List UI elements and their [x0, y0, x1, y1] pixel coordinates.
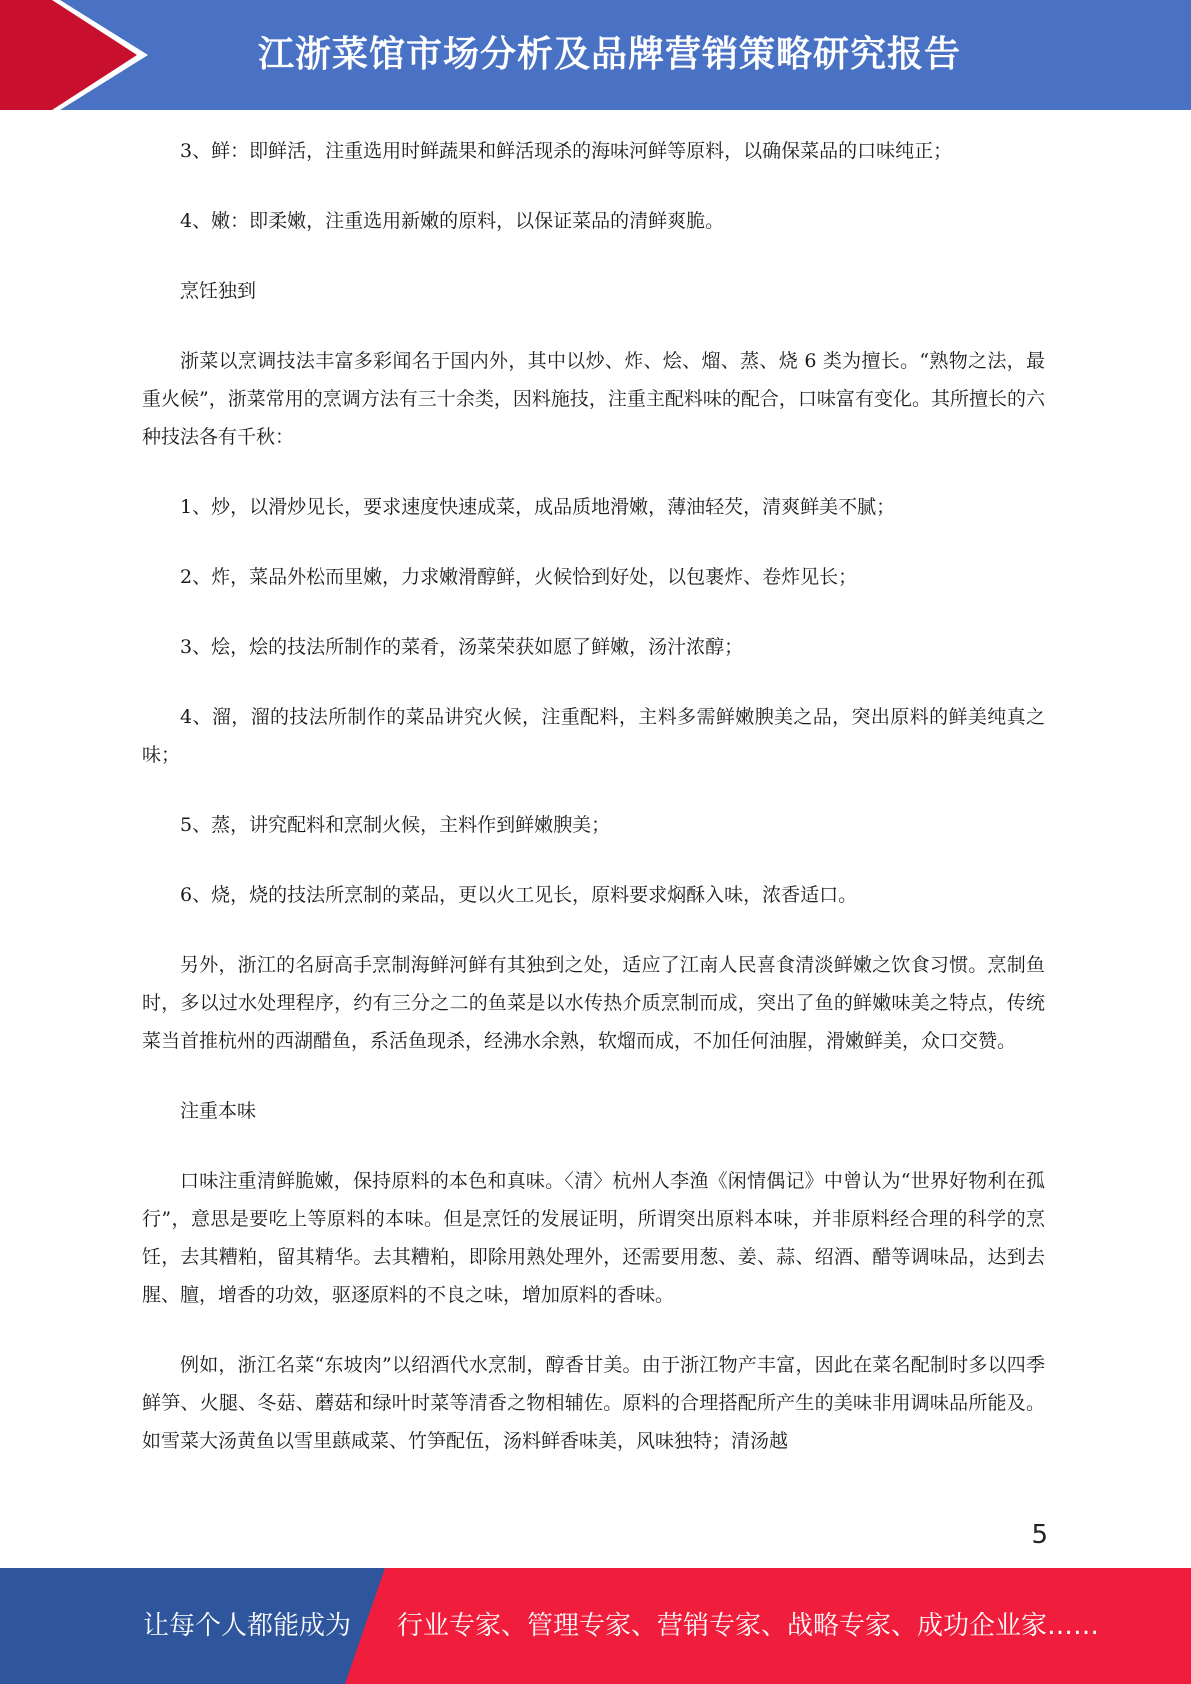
- footer-slogan-left: 让每个人都能成为: [143, 1611, 352, 1641]
- paragraph: 6、烧，烧的技法所烹制的菜品，更以火工见长，原料要求焖酥入味，浓香适口。: [180, 884, 858, 906]
- paragraph: 例如，浙江名菜“东坡肉”以绍酒代水烹制，醇香甘美。由于浙江物产丰富，因此在菜名配制时多以四季鲜笋、火腿、冬菇、蘑菇和绿叶时菜等清香之物相辅佐。原料的合理搭配所产生的美味非用调味品所能及。如雪菜大汤黄鱼以雪里蕻咸菜、竹笋配伍，汤料鲜香味美，风味独特；清汤越: [142, 1354, 1045, 1452]
- section-heading: 注重本味: [180, 1100, 257, 1122]
- red-arrow-decoration: [0, 0, 160, 110]
- report-title: 江浙菜馆市场分析及品牌营销策略研究报告: [258, 34, 962, 75]
- footer-slogan-right: 行业专家、管理专家、营销专家、战略专家、成功企业家……: [397, 1611, 1100, 1641]
- paragraph: 口味注重清鲜脆嫩，保持原料的本色和真味。〈清〉杭州人李渔《闲情偶记》中曾认为“世界好物利在孤行”，意思是要吃上等原料的本味。但是烹饪的发展证明，所谓突出原料本味，并非原料经合理的科学的烹饪，去其糟粕，留其精华。去其糟粕，即除用熟处理外，还需要用葱、姜、蒜、绍酒、醋等调味品，达到去腥、膻，增香的功效，驱逐原料的不良之味，增加原料的香味。: [142, 1170, 1045, 1306]
- paragraph: 3、鲜：即鲜活，注重选用时鲜蔬果和鲜活现杀的海味河鲜等原料，以确保菜品的口味纯正；: [180, 140, 953, 162]
- paragraph: 4、嫩：即柔嫩，注重选用新嫩的原料，以保证菜品的清鲜爽脆。: [180, 210, 725, 232]
- page-footer: [0, 1568, 1191, 1684]
- page-header: [0, 0, 1191, 110]
- section-heading: 烹饪独到: [180, 280, 257, 302]
- paragraph: 5、蒸，讲究配料和烹制火候，主料作到鲜嫩腴美；: [180, 814, 611, 836]
- paragraph: 另外，浙江的名厨高手烹制海鲜河鲜有其独到之处，适应了江南人民喜食清淡鲜嫩之饮食习惯。烹制鱼时，多以过水处理程序，约有三分之二的鱼菜是以水传热介质烹制而成，突出了鱼的鲜嫩味美之特点，传统菜当首推杭州的西湖醋鱼，系活鱼现杀，经沸水余熟，软熘而成，不加任何油腥，滑嫩鲜美，众口交赞。: [142, 954, 1045, 1052]
- paragraph: 2、炸，菜品外松而里嫩，力求嫩滑醇鲜，火候恰到好处，以包裹炸、卷炸见长；: [180, 566, 858, 588]
- page-number: 5: [1031, 1520, 1048, 1550]
- paragraph: 4、溜，溜的技法所制作的菜品讲究火候，注重配料，主料多需鲜嫩腴美之品，突出原料的鲜美纯真之味；: [142, 706, 1045, 766]
- document-body: [142, 132, 1045, 1492]
- paragraph: 3、烩，烩的技法所制作的菜肴，汤菜荣获如愿了鲜嫩，汤汁浓醇；: [180, 636, 744, 658]
- paragraph: 1、炒，以滑炒见长，要求速度快速成菜，成品质地滑嫩，薄油轻芡，清爽鲜美不腻；: [180, 496, 896, 518]
- paragraph: 浙菜以烹调技法丰富多彩闻名于国内外，其中以炒、炸、烩、熘、蒸、烧 6 类为擅长。“熟物之法，最重火候”，浙菜常用的烹调方法有三十余类，因料施技，注重主配料味的配合，口味富有变化。其所擅长的六种技法各有千秋：: [142, 350, 1045, 448]
